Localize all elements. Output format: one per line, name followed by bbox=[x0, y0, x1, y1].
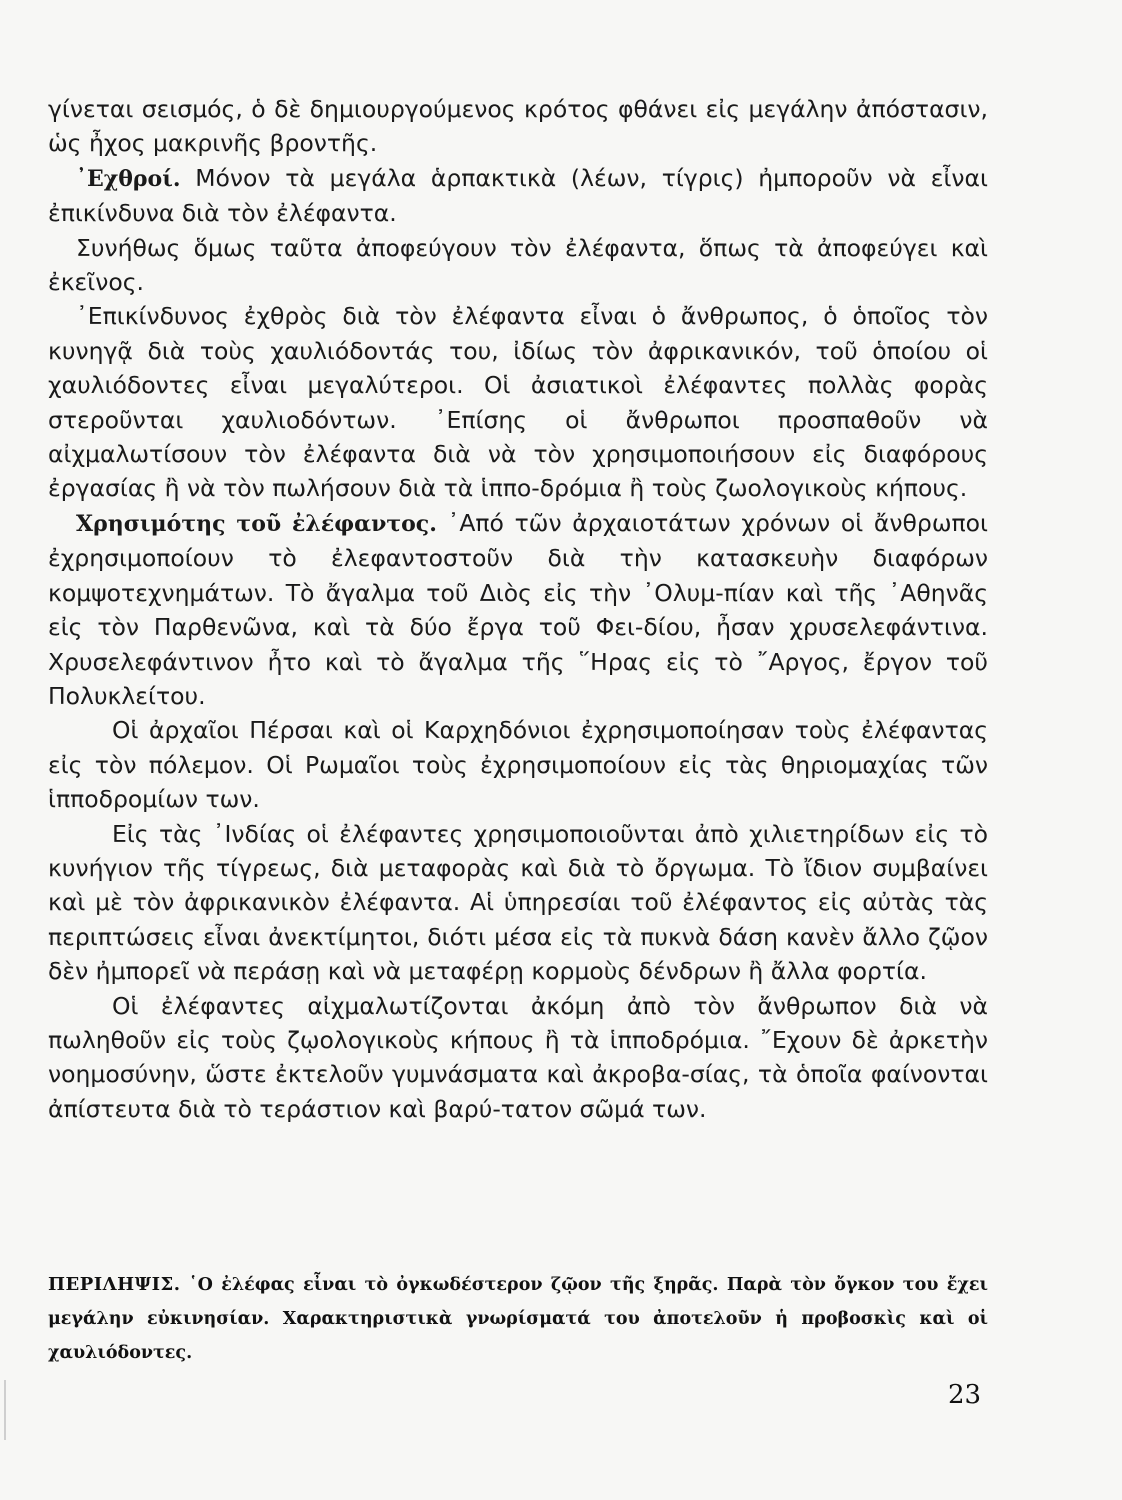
paragraph-text: Συνήθως ὅμως ταῦτα ἀποφεύγουν τὸν ἐλέφαντα, ὅπως τὰ ἀποφεύγει καὶ ἐκεῖνος. bbox=[48, 233, 988, 297]
page-number: 23 bbox=[948, 1380, 982, 1410]
body-text bbox=[48, 92, 988, 1126]
paragraph-war-use bbox=[48, 713, 988, 816]
summary-label: ΠΕΡΙΛΗΨΙΣ. bbox=[48, 1274, 181, 1295]
paragraph-captivity bbox=[48, 989, 988, 1127]
paragraph-enemies bbox=[48, 161, 988, 231]
summary bbox=[48, 1268, 988, 1370]
section-heading-usefulness: Χρησιμότης τοῦ ἐλέφαντος. bbox=[76, 510, 437, 537]
section-heading-enemies: ᾽Εχθροί. bbox=[76, 165, 181, 192]
paragraph-india-use bbox=[48, 817, 988, 989]
paragraph-text: γίνεται σεισμός, ὁ δὲ δημιουργούμενος κρότος φθάνει εἰς μεγάλην ἀπόστασιν, ὡς ἦχος μακρινῆς βροντῆς. bbox=[48, 95, 988, 158]
paragraph-text: Εἰς τὰς ᾽Ινδίας οἱ ἐλέφαντες χρησιμοποιοῦνται ἀπὸ χιλιετηρίδων εἰς τὸ κυνήγιον τῆς τίγρεως, διὰ μεταφορὰς καὶ διὰ τὸ ὄργωμα. Τὸ ἴδιον συμβαίνει καὶ μὲ τὸν ἀφρικανικὸν ἐλέφαντα. Αἱ ὑπηρεσίαι τοῦ ἐλέφαντος εἰς αὐτὰς τὰς περιπτώσεις εἶναι ἀνεκτίμητοι, διότι μέσα εἰς τὰ πυκνὰ δάση κανὲν ἄλλο ζῷον δὲν ἠμπορεῖ νὰ περάσῃ καὶ νὰ μεταφέρῃ κορμοὺς δένδρων ἢ ἄλλα φορτία. bbox=[48, 819, 988, 986]
paragraph-human-enemy bbox=[48, 299, 988, 505]
paragraph-avoidance bbox=[48, 231, 988, 300]
paragraph-text: ᾽Από τῶν ἀρχαιοτάτων χρόνων οἱ ἄνθρωποι ἐχρησιμοποίουν τὸ ἐλεφαντοστοῦν διὰ τὴν κατασκευὴν διαφόρων κομψοτεχνημάτων. Τὸ ἄγαλμα τοῦ Διὸς εἰς τὴν ᾽Ολυμ-πίαν καὶ τῆς ᾽Αθηνᾶς εἰς τὸν Παρθενῶνα, καὶ τὰ δύο ἔργα τοῦ Φει-δίου, ἦσαν χρυσελεφάντινα. Χρυσελεφάντινον ἦτο καὶ τὸ ἄγαλμα τῆς ῞Ηρας εἰς τὸ ῎Αργος, ἔργον τοῦ Πολυκλείτου. bbox=[48, 508, 988, 710]
paragraph-usefulness bbox=[48, 506, 988, 713]
paragraph-text: Μόνον τὰ μεγάλα ἁρπακτικὰ (λέων, τίγρις) ἠμποροῦν νὰ εἶναι ἐπικίνδυνα διὰ τὸν ἐλέφαντα. bbox=[48, 163, 988, 228]
paragraph-text: ᾽Επικίνδυνος ἐχθρὸς διὰ τὸν ἐλέφαντα εἶναι ὁ ἄνθρωπος, ὁ ὁποῖος τὸν κυνηγᾷ διὰ τοὺς χαυλιόδοντάς του, ἰδίως τὸν ἀφρικανικόν, τοῦ ὁποίου οἱ χαυλιόδοντες εἶναι μεγαλύτεροι. Οἱ ἀσιατικοὶ ἐλέφαντες πολλὰς φορὰς στεροῦνται χαυλιοδόντων. ᾽Επίσης οἱ ἄνθρωποι προσπαθοῦν νὰ αἰχμαλωτίσουν τὸν ἐλέφαντα διὰ νὰ τὸν χρησιμοποιήσουν εἰς διαφόρους ἐργασίας ἢ νὰ τὸν πωλήσουν διὰ τὰ ἱππο-δρόμια ἢ τοὺς ζωολογικοὺς κήπους. bbox=[48, 302, 988, 503]
scan-edge-mark bbox=[4, 1380, 6, 1440]
summary-text: ῾Ο ἐλέφας εἶναι τὸ ὀγκωδέστερον ζῷον τῆς ξηρᾶς. Παρὰ τὸν ὄγκον του ἔχει μεγάλην εὐκινησίαν. Χαρακτηριστικὰ γνωρίσματά του ἀποτελοῦν ἡ προβοσκὶς καὶ οἱ χαυλιόδοντες. bbox=[48, 1275, 988, 1363]
paragraph-earthquake bbox=[48, 92, 988, 161]
paragraph-text: Οἱ ἐλέφαντες αἰχμαλωτίζονται ἀκόμη ἀπὸ τὸν ἄνθρωπον διὰ νὰ πωληθοῦν εἰς τοὺς ζῳολογικοὺς κήπους ἢ τὰ ἱπποδρόμια. ῎Εχουν δὲ ἀρκετὴν νοημοσύνην, ὥστε ἐκτελοῦν γυμνάσματα καὶ ἀκροβα-σίας, τὰ ὁποῖα φαίνονται ἀπίστευτα διὰ τὸ τεράστιον καὶ βαρύ-τατον σῶμά των. bbox=[48, 991, 988, 1123]
paragraph-text: Οἱ ἀρχαῖοι Πέρσαι καὶ οἱ Καρχηδόνιοι ἐχρησιμοποίησαν τοὺς ἐλέφαντας εἰς τὸν πόλεμον. Οἱ Ρωμαῖοι τοὺς ἐχρησιμοποίουν εἰς τὰς θηριομαχίας τῶν ἱπποδρομίων των. bbox=[48, 716, 988, 814]
